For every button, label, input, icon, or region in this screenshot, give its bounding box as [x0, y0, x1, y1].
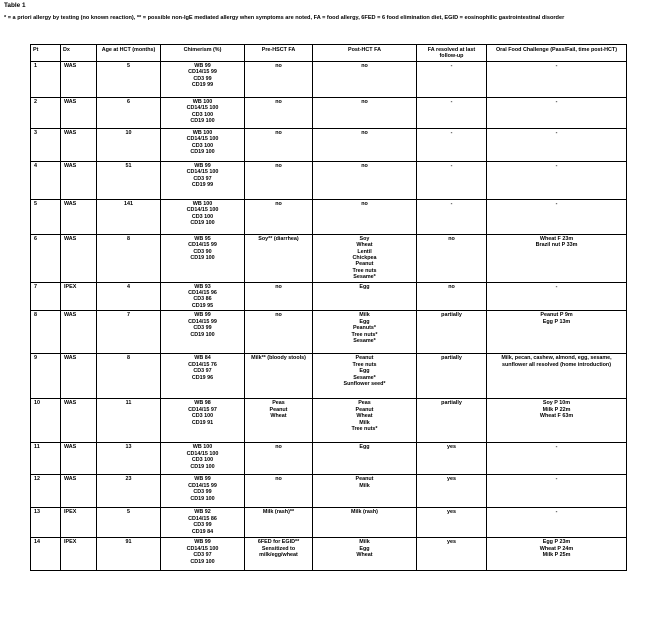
table-row	[31, 199, 627, 234]
cell-oral-food-challenge: -	[487, 508, 627, 538]
cell-dx: WAS	[61, 161, 97, 199]
header-dx: Dx	[61, 45, 97, 62]
cell-post-hct-fa: Milk Egg Wheat	[313, 538, 417, 571]
cell-chimerism: WB 99 CD14/15 99 CD3 99 CD19 100	[161, 475, 245, 508]
header-pt: Pt	[31, 45, 61, 62]
cell-post-hct-fa: no	[313, 161, 417, 199]
cell-oral-food-challenge: Soy P 10m Milk P 22m Wheat F 63m	[487, 399, 627, 443]
cell-age: 13	[97, 443, 161, 475]
header-chimerism: Chimerism (%)	[161, 45, 245, 62]
cell-chimerism: WB 99 CD14/15 99 CD3 99 CD19 99	[161, 61, 245, 97]
table-row	[31, 538, 627, 571]
cell-fa-resolved: yes	[417, 538, 487, 571]
cell-chimerism: WB 99 CD14/15 100 CD3 97 CD19 100	[161, 538, 245, 571]
cell-dx: WAS	[61, 399, 97, 443]
cell-dx: WAS	[61, 443, 97, 475]
cell-pre-hsct-fa: no	[245, 161, 313, 199]
header-row	[31, 45, 627, 62]
table-row	[31, 282, 627, 311]
cell-dx: WAS	[61, 234, 97, 282]
table-row	[31, 161, 627, 199]
cell-pt: 4	[31, 161, 61, 199]
cell-chimerism: WB 100 CD14/15 100 CD3 100 CD19 100	[161, 97, 245, 128]
header-pre-hsct-fa: Pre-HSCT FA	[245, 45, 313, 62]
table-row	[31, 354, 627, 399]
cell-chimerism: WB 100 CD14/15 100 CD3 100 CD19 100	[161, 128, 245, 161]
cell-chimerism: WB 92 CD14/15 86 CD3 99 CD19 84	[161, 508, 245, 538]
cell-fa-resolved: -	[417, 61, 487, 97]
cell-fa-resolved: -	[417, 97, 487, 128]
cell-oral-food-challenge: -	[487, 443, 627, 475]
cell-post-hct-fa: Egg	[313, 443, 417, 475]
cell-oral-food-challenge: -	[487, 61, 627, 97]
cell-age: 23	[97, 475, 161, 508]
cell-pt: 13	[31, 508, 61, 538]
cell-oral-food-challenge: -	[487, 97, 627, 128]
cell-dx: WAS	[61, 311, 97, 354]
cell-dx: WAS	[61, 97, 97, 128]
cell-pt: 2	[31, 97, 61, 128]
cell-post-hct-fa: Peanut Tree nuts Egg Sesame* Sunflower seed*	[313, 354, 417, 399]
cell-oral-food-challenge: -	[487, 282, 627, 311]
cell-oral-food-challenge: Peanut P 9m Egg P 13m	[487, 311, 627, 354]
cell-chimerism: WB 100 CD14/15 100 CD3 100 CD19 100	[161, 199, 245, 234]
cell-pre-hsct-fa: no	[245, 199, 313, 234]
cell-post-hct-fa: Peas Peanut Wheat Milk Tree nuts*	[313, 399, 417, 443]
cell-age: 4	[97, 282, 161, 311]
cell-age: 10	[97, 128, 161, 161]
cell-fa-resolved: partially	[417, 354, 487, 399]
table-footnote: * = a priori allergy by testing (no known reaction), ** = possible non-IgE mediated allergy when symptoms are noted, FA = food allergy, 6FED = 6 food elimination diet, EGID = eosinophilic gastrointestinal disorder	[4, 15, 565, 21]
header-fa-resolved: FA resolved at last follow-up	[417, 45, 487, 62]
cell-fa-resolved: -	[417, 199, 487, 234]
cell-pre-hsct-fa: Milk (rash)**	[245, 508, 313, 538]
cell-pre-hsct-fa: no	[245, 282, 313, 311]
cell-pre-hsct-fa: no	[245, 475, 313, 508]
cell-pre-hsct-fa: Peas Peanut Wheat	[245, 399, 313, 443]
header-post-hct-fa: Post-HCT FA	[313, 45, 417, 62]
cell-age: 8	[97, 354, 161, 399]
cell-age: 51	[97, 161, 161, 199]
cell-pre-hsct-fa: Milk** (bloody stools)	[245, 354, 313, 399]
cell-pt: 3	[31, 128, 61, 161]
cell-post-hct-fa: Soy Wheat Lentil Chickpea Peanut Tree nuts Sesame*	[313, 234, 417, 282]
cell-post-hct-fa: Milk (rash)	[313, 508, 417, 538]
table-row	[31, 443, 627, 475]
cell-age: 91	[97, 538, 161, 571]
cell-oral-food-challenge: Milk, pecan, cashew, almond, egg, sesame, sunflower all resolved (home introduction)	[487, 354, 627, 399]
cell-dx: WAS	[61, 475, 97, 508]
cell-pt: 7	[31, 282, 61, 311]
table-row	[31, 128, 627, 161]
cell-chimerism: WB 98 CD14/15 97 CD3 100 CD19 91	[161, 399, 245, 443]
cell-pt: 8	[31, 311, 61, 354]
cell-fa-resolved: -	[417, 161, 487, 199]
cell-oral-food-challenge: -	[487, 475, 627, 508]
cell-post-hct-fa: no	[313, 97, 417, 128]
cell-oral-food-challenge: Egg P 23m Wheat P 24m Milk P 25m	[487, 538, 627, 571]
cell-pt: 1	[31, 61, 61, 97]
cell-pre-hsct-fa: no	[245, 97, 313, 128]
cell-fa-resolved: partially	[417, 399, 487, 443]
cell-age: 5	[97, 61, 161, 97]
cell-chimerism: WB 84 CD14/15 76 CD3 97 CD19 96	[161, 354, 245, 399]
cell-pre-hsct-fa: Soy** (diarrhea)	[245, 234, 313, 282]
header-age: Age at HCT (months)	[97, 45, 161, 62]
cell-chimerism: WB 99 CD14/15 100 CD3 97 CD19 99	[161, 161, 245, 199]
cell-post-hct-fa: no	[313, 199, 417, 234]
table-row	[31, 61, 627, 97]
table-row	[31, 475, 627, 508]
cell-post-hct-fa: Egg	[313, 282, 417, 311]
cell-post-hct-fa: no	[313, 61, 417, 97]
cell-pre-hsct-fa: no	[245, 128, 313, 161]
table-row	[31, 311, 627, 354]
cell-pt: 6	[31, 234, 61, 282]
cell-pre-hsct-fa: no	[245, 311, 313, 354]
cell-age: 11	[97, 399, 161, 443]
cell-age: 8	[97, 234, 161, 282]
cell-fa-resolved: yes	[417, 508, 487, 538]
cell-fa-resolved: partially	[417, 311, 487, 354]
cell-dx: IPEX	[61, 508, 97, 538]
cell-oral-food-challenge: -	[487, 199, 627, 234]
patient-table	[30, 44, 627, 571]
cell-age: 6	[97, 97, 161, 128]
table-row	[31, 399, 627, 443]
cell-oral-food-challenge: -	[487, 161, 627, 199]
cell-fa-resolved: yes	[417, 443, 487, 475]
cell-pt: 9	[31, 354, 61, 399]
cell-dx: IPEX	[61, 282, 97, 311]
cell-dx: WAS	[61, 128, 97, 161]
cell-dx: WAS	[61, 61, 97, 97]
cell-pt: 12	[31, 475, 61, 508]
cell-dx: WAS	[61, 199, 97, 234]
cell-dx: WAS	[61, 354, 97, 399]
cell-pt: 5	[31, 199, 61, 234]
cell-pre-hsct-fa: no	[245, 443, 313, 475]
cell-fa-resolved: no	[417, 234, 487, 282]
cell-age: 141	[97, 199, 161, 234]
cell-post-hct-fa: Peanut Milk	[313, 475, 417, 508]
cell-oral-food-challenge: -	[487, 128, 627, 161]
cell-fa-resolved: yes	[417, 475, 487, 508]
table-row	[31, 508, 627, 538]
cell-pt: 14	[31, 538, 61, 571]
cell-dx: IPEX	[61, 538, 97, 571]
cell-fa-resolved: no	[417, 282, 487, 311]
table-row	[31, 234, 627, 282]
table-title: Table 1	[4, 2, 26, 9]
cell-chimerism: WB 99 CD14/15 99 CD3 99 CD19 100	[161, 311, 245, 354]
cell-pre-hsct-fa: 6FED for EGID** Sensitized to milk/egg/wheat	[245, 538, 313, 571]
cell-oral-food-challenge: Wheat F 23m Brazil nut P 33m	[487, 234, 627, 282]
cell-pre-hsct-fa: no	[245, 61, 313, 97]
cell-post-hct-fa: Milk Egg Peanuts* Tree nuts* Sesame*	[313, 311, 417, 354]
cell-post-hct-fa: no	[313, 128, 417, 161]
cell-pt: 11	[31, 443, 61, 475]
table-row	[31, 97, 627, 128]
cell-pt: 10	[31, 399, 61, 443]
cell-age: 5	[97, 508, 161, 538]
cell-chimerism: WB 100 CD14/15 100 CD3 100 CD19 100	[161, 443, 245, 475]
cell-chimerism: WB 95 CD14/15 99 CD3 90 CD19 100	[161, 234, 245, 282]
cell-chimerism: WB 93 CD14/15 96 CD3 86 CD19 95	[161, 282, 245, 311]
header-oral-food-challenge: Oral Food Challenge (Pass/Fail, time post-HCT)	[487, 45, 627, 62]
cell-age: 7	[97, 311, 161, 354]
cell-fa-resolved: -	[417, 128, 487, 161]
